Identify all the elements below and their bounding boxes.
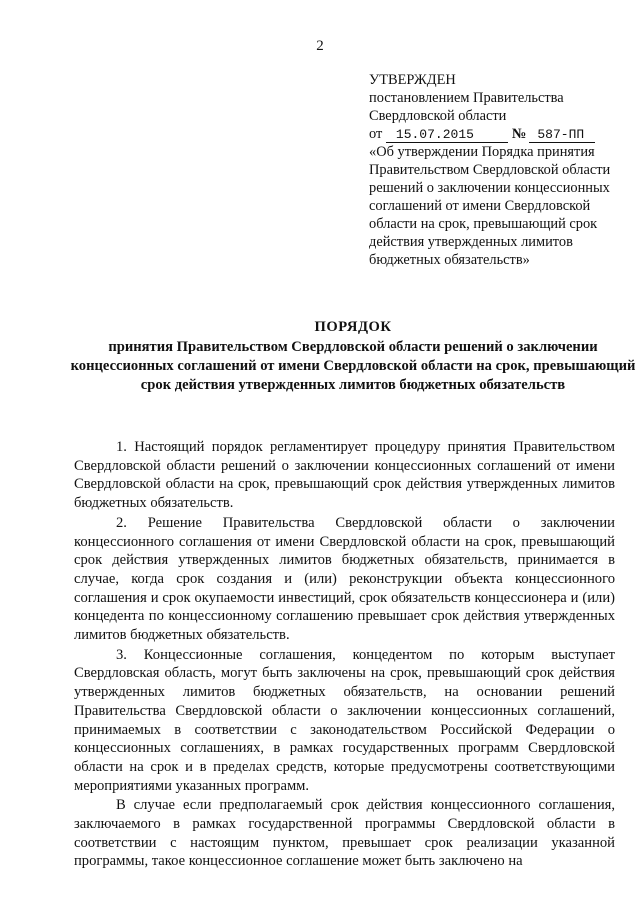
document-body [74,438,615,871]
resolution-title: «Об утверждении Порядка принятия Правительством Свердловской области решений о заключении концессионных соглашений от имени Свердловской области на срок, превышающий срок действия утвержденных лимитов бюджетных обязательств» [369,144,611,268]
approval-line-1: постановлением Правительства [369,90,564,106]
page-number: 2 [316,38,324,54]
paragraph: 2. Решение Правительства Свердловской области о заключении концессионного соглашения от имени Свердловской области на срок, превышающий срок действия утвержденных лимитов бюджетных обязательств, принимается в случае, когда срок создания и (или) реконструкции объекта концессионного соглашения и срок окупаемости инвестиций, срок обязательств концессионера и (или) концедента по концессионному соглашению превышает срок действия утвержденных лимитов бюджетных обязательств. [74,514,615,644]
paragraph: 3. Концессионные соглашения, концедентом по которым выступает Свердловская область, могут быть заключены на срок, превышающий срок действия утвержденных лимитов бюджетных обязательств, на основании решений Правительства Свердловской области о заключении концессионных соглашений, принимаемых в соответствии с законодательством Российской Федерации о концессионных соглашениях, в рамках государственных программ Свердловской области на срок и в пределах средств, которые предусмотрены соответствующими мероприятиями указанных программ. [74,646,615,794]
approval-line-2: Свердловской области [369,108,507,124]
resolution-number: 587-ПП [529,128,595,143]
number-sign: № [511,126,527,142]
document-subtitle: принятия Правительством Свердловской области решений о заключении концессионных соглашений от имени Свердловской области на срок, превышающий срок действия утвержденных лимитов бюджетных обязательств [70,339,636,393]
paragraph: 1. Настоящий порядок регламентирует процедуру принятия Правительством Свердловской области решений о заключении концессионных соглашений от имени Свердловской области на срок, превышающий срок действия утвержденных лимитов бюджетных обязательств. [74,439,615,512]
document-heading: ПОРЯДОК [314,319,392,335]
date-prefix: от [369,126,383,142]
paragraph: В случае если предполагаемый срок действия концессионного соглашения, заключаемого в рамках государственной программы Свердловской области в соответствии с настоящим пунктом, превышает срок реализации указанной программы, такое концессионное соглашение может быть заключено на [74,797,615,870]
resolution-date: 15.07.2015 [386,128,508,143]
approval-date-line [369,125,619,143]
document-title-block [58,318,640,395]
approval-stamp [369,71,619,269]
approval-status: УТВЕРЖДЕН [369,72,456,88]
